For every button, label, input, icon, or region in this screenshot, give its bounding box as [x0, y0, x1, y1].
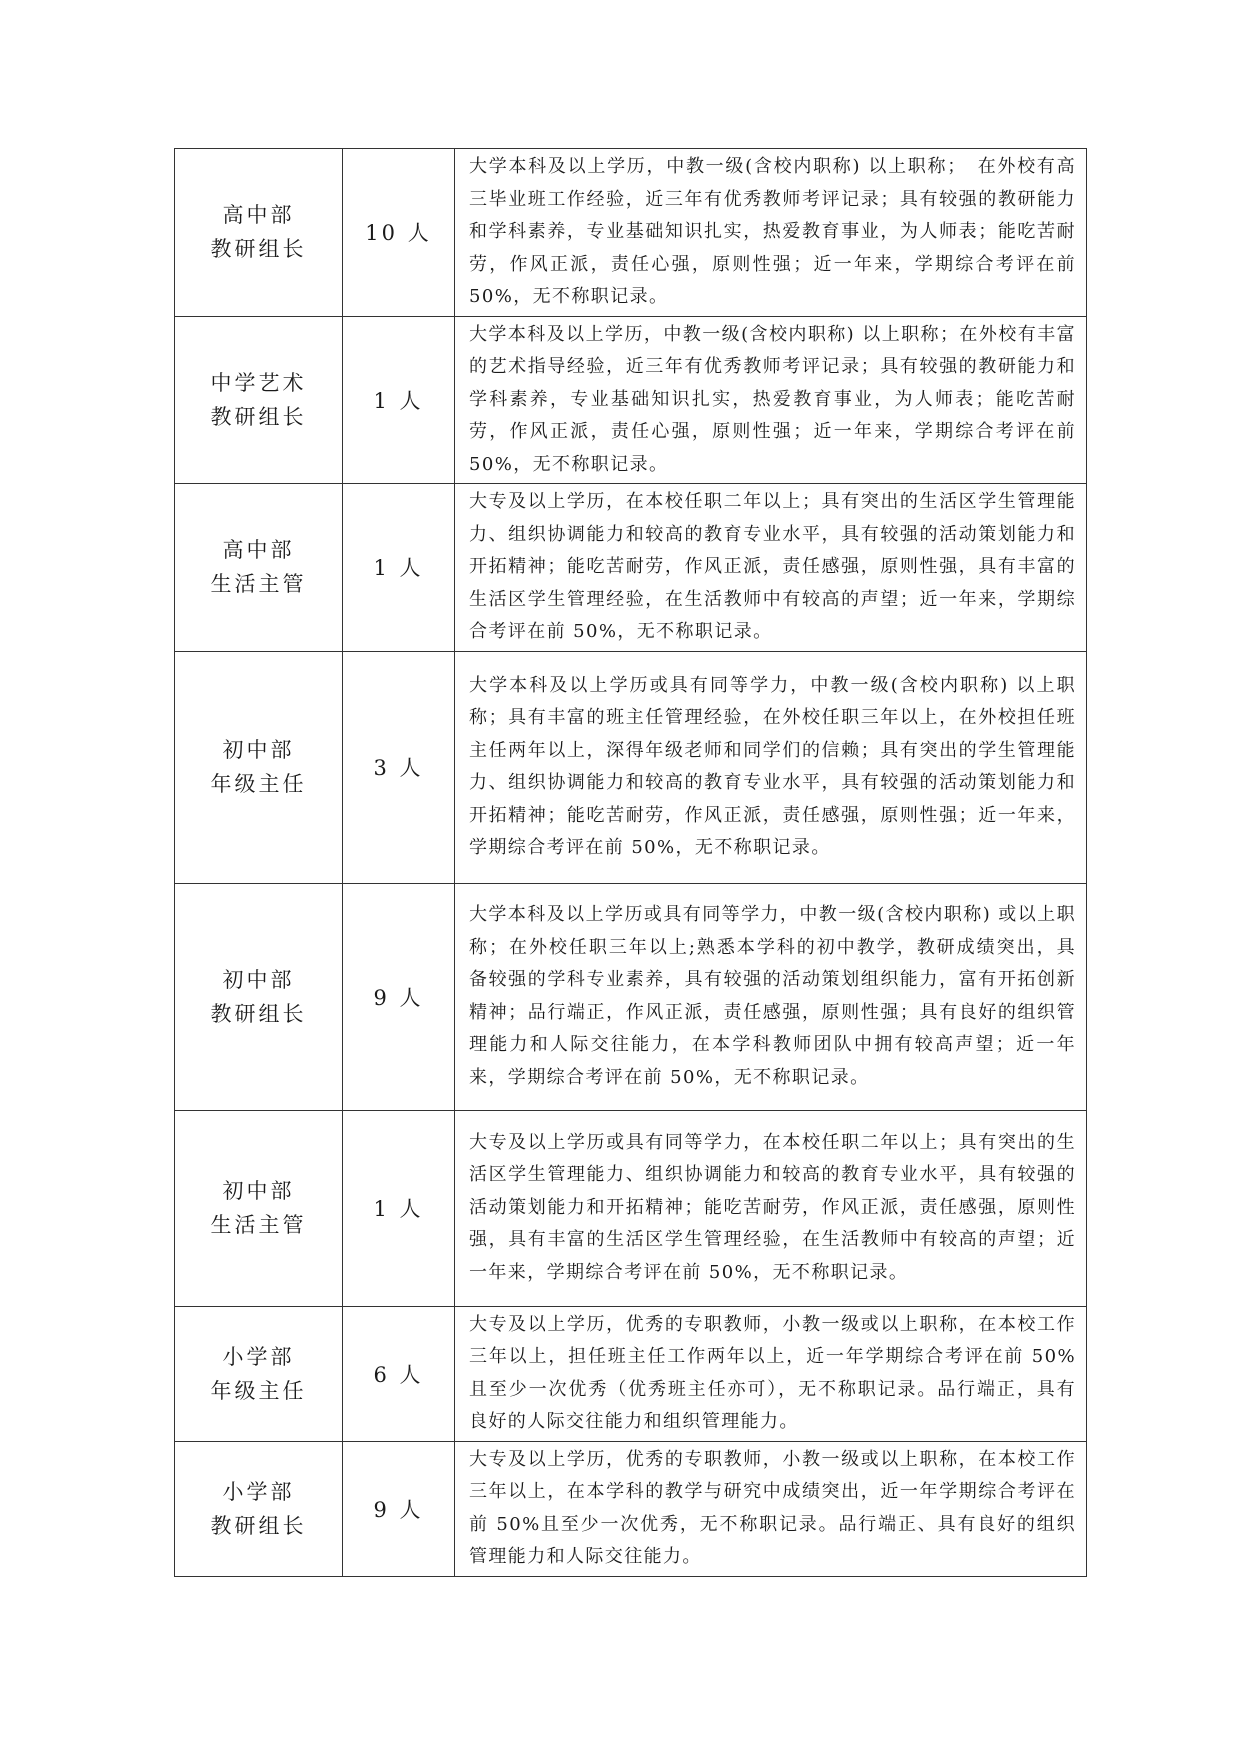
position-department: 初中部	[222, 738, 295, 762]
position-department: 小学部	[222, 1479, 295, 1504]
table-row	[175, 1110, 1087, 1306]
headcount-cell: 1 人	[343, 484, 455, 652]
headcount-cell: 10 人	[343, 149, 455, 317]
requirements-cell: 大学本科及以上学历，中教一级(含校内职称) 以上职称；在外校有丰富的艺术指导经验，近三年有优秀教师考评记录；具有较强的教研能力和学科素养，专业基础知识扎实，热爱教育事业，为人师表；能吃苦耐劳，作风正派，责任心强，原则性强；近一年来，学期综合考评在前 50%，无不称职记录。	[455, 316, 1087, 484]
headcount-cell: 3 人	[343, 651, 455, 883]
position-name-cell	[175, 316, 343, 484]
headcount-cell: 1 人	[343, 1110, 455, 1306]
table-row	[175, 883, 1087, 1110]
headcount-cell: 1 人	[343, 316, 455, 484]
position-requirements-table	[174, 148, 1087, 1577]
position-department: 初中部	[222, 1179, 295, 1203]
table-row	[175, 1306, 1087, 1441]
position-name-cell	[175, 883, 343, 1110]
requirements-cell: 大专及以上学历，优秀的专职教师，小教一级或以上职称，在本校工作三年以上，在本学科的教学与研究中成绩突出，近一年学期综合考评在前 50%且至少一次优秀，无不称职记录。品行端正、具有良好的组织管理能力和人际交往能力。	[455, 1441, 1087, 1576]
requirements-cell: 大专及以上学历，在本校任职二年以上；具有突出的生活区学生管理能力、组织协调能力和较高的教育专业水平，具有较强的活动策划能力和开拓精神；能吃苦耐劳，作风正派，责任感强，原则性强，具有丰富的生活区学生管理经验，在生活教师中有较高的声望；近一年来，学期综合考评在前 50%，无不称职记录。	[455, 484, 1087, 652]
position-department: 中学艺术	[210, 370, 307, 395]
table-row	[175, 149, 1087, 317]
requirements-cell: 大学本科及以上学历或具有同等学力，中教一级(含校内职称) 以上职称；具有丰富的班主任管理经验，在外校任职三年以上，在外校担任班主任两年以上，深得年级老师和同学们的信赖；具有突出的学生管理能力、组织协调能力和较高的教育专业水平，具有较强的活动策划能力和开拓精神；能吃苦耐劳，作风正派，责任感强，原则性强；近一年来，学期综合考评在前 50%，无不称职记录。	[455, 651, 1087, 883]
headcount-cell: 9 人	[343, 1441, 455, 1576]
position-name-cell	[175, 149, 343, 317]
table-row	[175, 1441, 1087, 1576]
position-name-cell	[175, 651, 343, 883]
position-department: 高中部	[222, 203, 295, 228]
position-name-cell	[175, 1110, 343, 1306]
position-name-cell	[175, 1441, 343, 1576]
position-name-cell	[175, 484, 343, 652]
position-name-cell	[175, 1306, 343, 1441]
position-department: 高中部	[222, 538, 295, 563]
position-title: 教研组长	[210, 1001, 307, 1026]
position-title: 教研组长	[210, 404, 307, 429]
table-row	[175, 316, 1087, 484]
position-title: 年级主任	[210, 1378, 307, 1403]
requirements-cell: 大学本科及以上学历或具有同等学力，中教一级(含校内职称) 或以上职称；在外校任职三年以上;熟悉本学科的初中教学，教研成绩突出，具备较强的学科专业素养，具有较强的活动策划组织能力，富有开拓创新精神；品行端正，作风正派，责任感强，原则性强；具有良好的组织管理能力和人际交往能力，在本学科教师团队中拥有较高声望；近一年来，学期综合考评在前 50%，无不称职记录。	[455, 883, 1087, 1110]
headcount-cell: 9 人	[343, 883, 455, 1110]
table-row	[175, 651, 1087, 883]
position-title: 教研组长	[210, 1513, 307, 1538]
position-title: 教研组长	[210, 237, 307, 262]
position-title: 生活主管	[210, 572, 307, 597]
requirements-cell: 大专及以上学历，优秀的专职教师，小教一级或以上职称，在本校工作三年以上，担任班主任工作两年以上，近一年学期综合考评在前 50%且至少一次优秀（优秀班主任亦可），无不称职记录。品行端正，具有良好的人际交往能力和组织管理能力。	[455, 1306, 1087, 1441]
position-title: 年级主任	[210, 772, 307, 796]
requirements-cell: 大专及以上学历或具有同等学力，在本校任职二年以上；具有突出的生活区学生管理能力、组织协调能力和较高的教育专业水平，具有较强的活动策划能力和开拓精神；能吃苦耐劳，作风正派，责任感强，原则性强，具有丰富的生活区学生管理经验，在生活教师中有较高的声望；近一年来，学期综合考评在前 50%，无不称职记录。	[455, 1110, 1087, 1306]
position-department: 小学部	[222, 1344, 295, 1369]
position-title: 生活主管	[210, 1213, 307, 1237]
position-department: 初中部	[222, 967, 295, 992]
requirements-cell: 大学本科及以上学历，中教一级(含校内职称) 以上职称； 在外校有高三毕业班工作经验，近三年有优秀教师考评记录；具有较强的教研能力和学科素养，专业基础知识扎实，热爱教育事业，为人师表；能吃苦耐劳，作风正派，责任心强，原则性强；近一年来，学期综合考评在前 50%，无不称职记录。	[455, 149, 1087, 317]
table-row	[175, 484, 1087, 652]
headcount-cell: 6 人	[343, 1306, 455, 1441]
